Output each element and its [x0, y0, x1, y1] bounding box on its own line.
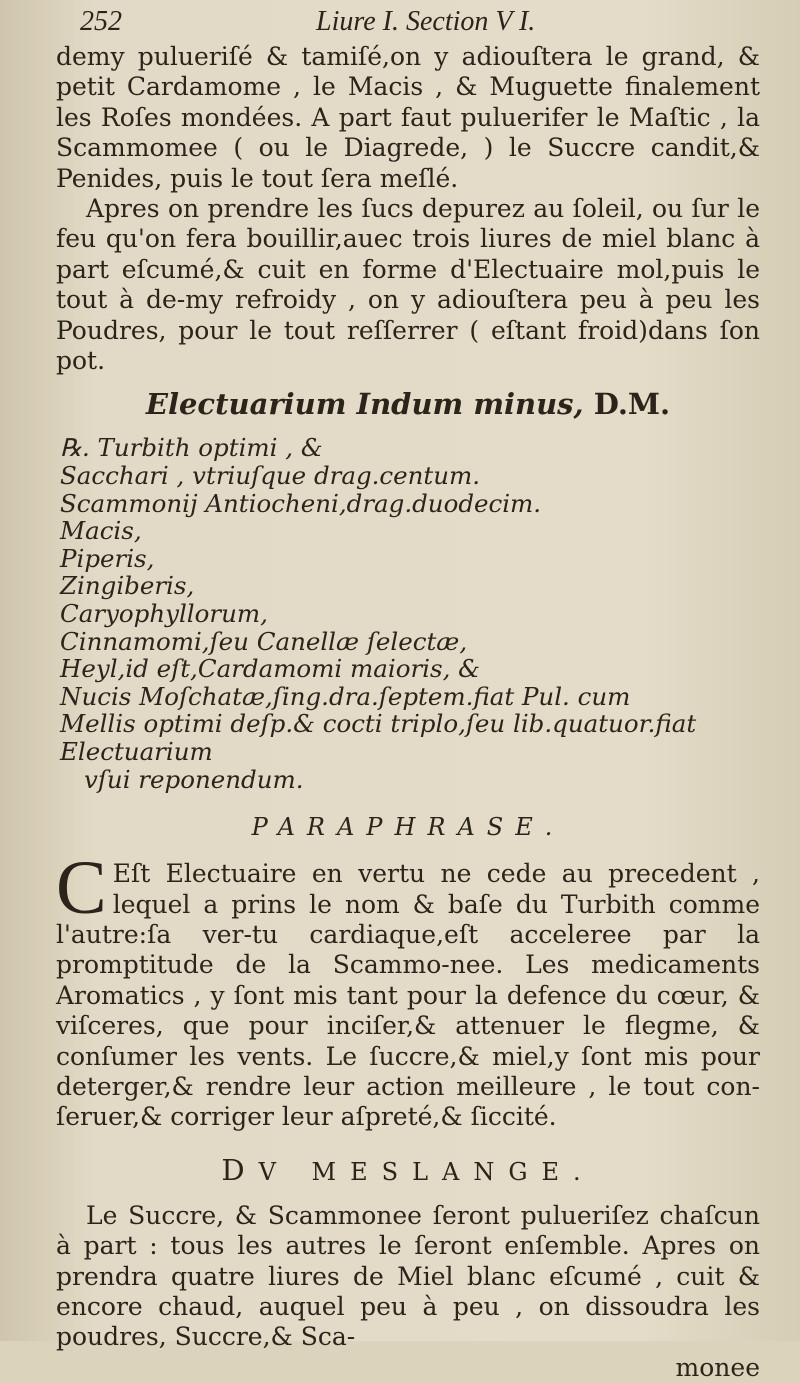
recipe-line: Caryophyllorum, [60, 599, 268, 629]
running-title: Liure I. Section V I. [316, 6, 536, 37]
recipe-line: Nucis Moſchatæ,ſing.dra.ſeptem.fiat Pul. cum [60, 681, 631, 711]
recipe-title-suffix: D.M. [593, 387, 671, 422]
recipe-title [56, 388, 760, 420]
recipe-line: Heyl,id eſt,Cardamomi maioris, & [60, 654, 480, 684]
recipe-list [56, 434, 760, 793]
page-header [56, 6, 760, 42]
recipe-line: vſui reponendum. [84, 764, 304, 794]
paraphrase-text: Eſt Electuaire en vertu ne cede au precedent , lequel a prins le nom & baſe du Turbith comme l'autre:ſa ver-tu cardiaque,eſt acceleree par la promptitude de la Scammo-nee. Les medicaments Aromatics , y ſont mis tant pour la defence du cœur, & viſceres, que pour inciſer,& attenuer le flegme, & conſumer les vents. Le ſuccre,& miel,y ſont mis pour deterger,& rendre leur action meilleure , le tout con-ſeruer,& corriger leur aſpreté,& ſiccité. [56, 859, 760, 1132]
paraphrase-heading: PARAPHRASE. [251, 813, 565, 842]
paraphrase-paragraph [56, 846, 760, 1133]
paragraph-continuation: demy pulueriſé & tamiſé,on y adiouſtera le grand, & petit Cardamome , le Macis , & Muguette finalement les Roſes mondées. A part faut puluerifer le Maſtic , la Scammomee ( ou le Diagrede, ) le Succre candit,& Penides, puis le tout ſera meſlé. [56, 42, 760, 193]
meslange-heading [56, 1153, 760, 1187]
drop-cap: C [56, 846, 107, 931]
recipe-line: ℞. Turbith optimi , & [60, 433, 323, 463]
recipe-title-text: Electuarium Indum minus, [145, 387, 584, 422]
catchword: monee [675, 1352, 760, 1382]
recipe-line: Mellis optimi deſp.& cocti triplo,ſeu lib.quatuor.fiat Electuarium [60, 709, 697, 766]
meslange-paragraph: Le Succre, & Scammonee ſeront pulueriſez chaſcun à part : tous les autres le ſeront enſemble. Apres on prendra quatre liures de Miel blanc eſcumé , cuit & encore chaud, auquel peu à peu , on dissoudra les poudres, Succre,& Sca- [56, 1200, 760, 1352]
recipe-line: Piperis, [60, 543, 155, 573]
paragraph-preparation: Apres on prendre les ſucs depurez au ſoleil, ou ſur le feu qu'on fera bouillir,auec trois liures de miel blanc à part eſcumé,& cuit en forme d'Electuaire mol,puis le tout à de-my refroidy , on y adiouſtera peu à peu les Poudres, pour le tout reſſerrer ( eſtant froid)dans ſon pot. [56, 194, 760, 376]
recipe-line: Sacchari , vtriuſque drag.centum. [60, 461, 481, 491]
recipe-line: Macis, [60, 516, 142, 546]
meslange-heading-rest: V MESLANGE. [258, 1157, 595, 1186]
recipe-line: Scammonij Antiocheni,drag.duodecim. [60, 488, 542, 518]
recipe-line: Cinnamomi,ſeu Canellæ ſelectæ, [60, 626, 468, 656]
recipe-line: Zingiberis, [60, 571, 195, 601]
meslange-heading-cap: D [221, 1152, 259, 1187]
page-number: 252 [80, 6, 122, 37]
